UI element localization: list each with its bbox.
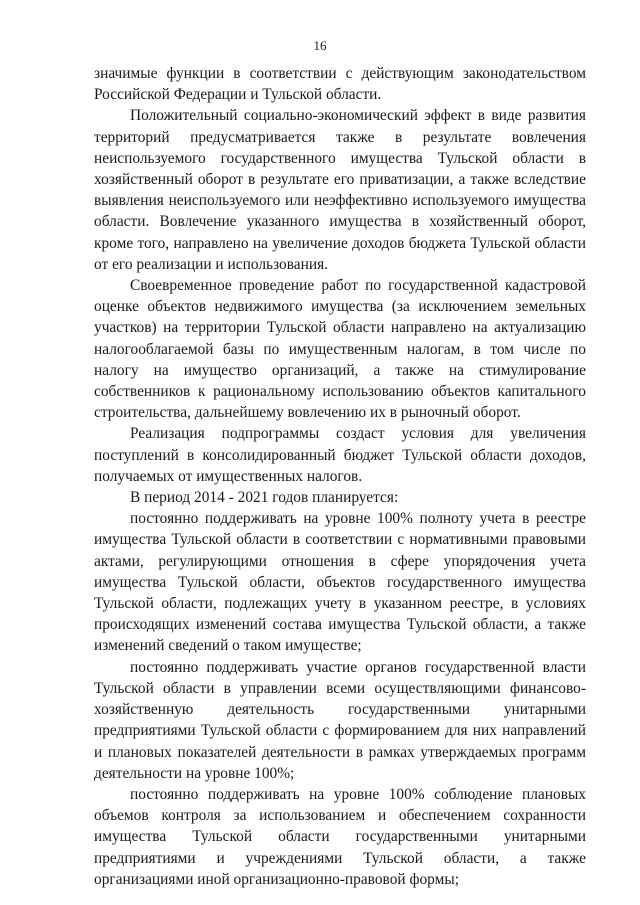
document-body [94, 63, 586, 890]
paragraph-subprogram-implementation: Реализация подпрограммы создаст условия для увеличения поступлений в консолидированный бюджет Тульской области доходов, получаемых от имущественных налогов. [94, 425, 586, 485]
paragraph-planned-period: В период 2014 - 2021 годов планируется: [130, 489, 399, 507]
paragraph-cadastral-valuation: Своевременное проведение работ по государственной кадастровой оценке объектов недвижимого имущества (за исключением земельных участков) на территории Тульской области направлено на актуализацию налогооблагаемой базы по имущественным налогам, в том числе по налогу на имущество организаций, а также на стимулирование собственников к рациональному использованию объектов капитального строительства, дальнейшему вовлечению их в рыночный оборот. [94, 277, 586, 422]
paragraph-control-volumes: постоянно поддерживать на уровне 100% соблюдение плановых объемов контроля за использованием и обеспечением сохранности имущества Тульской области государственными унитарными предприятиями и учреждениями Тульской области, а также организациями иной организационно-правовой формы; [94, 785, 586, 888]
paragraph-social-economic-effect: Положительный социально-экономический эффект в виде развития территорий предусматривается также в результате вовлечения неиспользуемого государственного имущества Тульской области в хозяйственный оборот в результате его приватизации, а также вследствие выявления неиспользуемого или неэффективно используемого имущества области. Вовлечение указанного имущества в хозяйственный оборот, кроме того, направлено на увеличение доходов бюджета Тульской области от его реализации и использования. [94, 107, 586, 273]
paragraph-continuation: значимые функции в соответствии с действующим законодательством Российской Федерации и Тульской области. [94, 65, 586, 104]
paragraph-registry-accounting: постоянно поддерживать на уровне 100% полноту учета в реестре имущества Тульской области в соответствии с нормативными правовыми актами, регулирующими отношения в сфере упорядочения учета имущества Тульской области, объектов государственного имущества Тульской области, подлежащих учету в указанном реестре, в условиях происходящих изменений состава имущества Тульской области, а также изменений сведений о таком имуществе; [94, 510, 586, 655]
paragraph-enterprise-management: постоянно поддерживать участие органов государственной власти Тульской области в управлении всеми осуществляющими финансово-хозяйственную деятельность государственными унитарными предприятиями Тульской области с формированием для них направлений и плановых показателей деятельности в рамках утверждаемых программ деятельности на уровне 100%; [94, 658, 586, 782]
page-number: 16 [313, 38, 327, 53]
